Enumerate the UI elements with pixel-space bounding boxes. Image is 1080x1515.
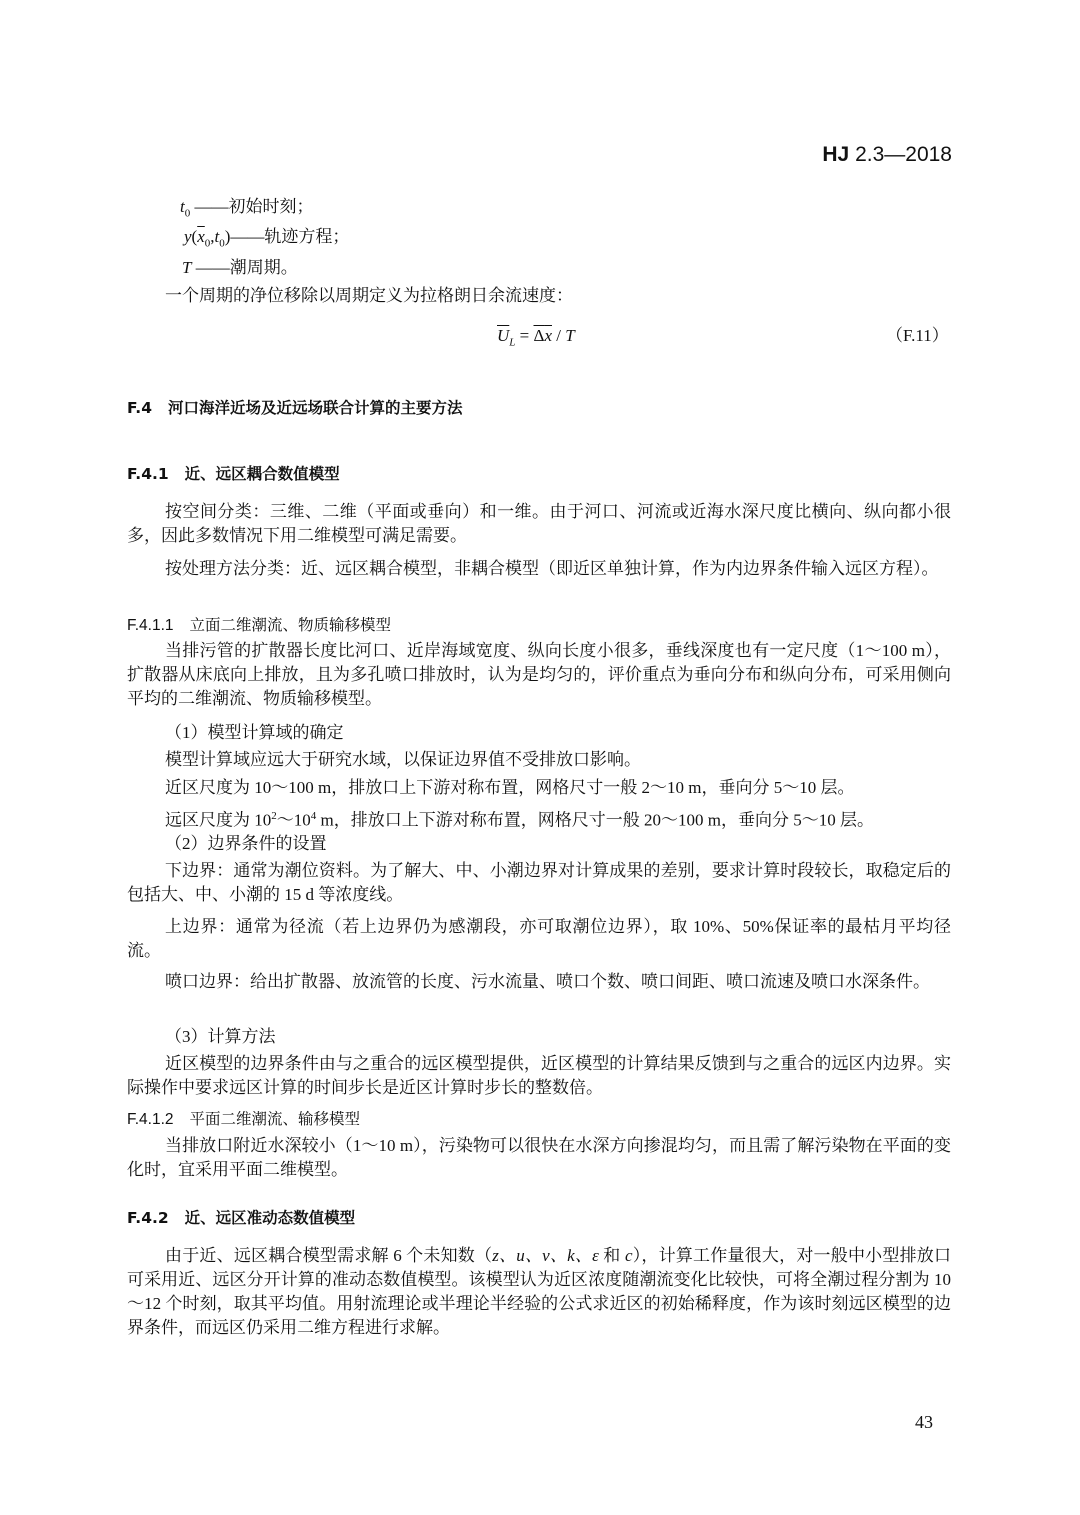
text-near-field-scale: 近区尺度为 10～100 m，排放口上下游对称布置，网格尺寸一般 2～10 m，垂向分 5～10 层。 (165, 778, 855, 797)
section-f412-heading: F.4.1.2 平面二维潮流、输移模型 (127, 1110, 361, 1128)
section-f411-heading: F.4.1.1 立面二维潮流、物质输移模型 (127, 616, 392, 634)
section-f41-heading: F.4.1 近、远区耦合数值模型 (127, 465, 340, 483)
section-f42-heading: F.4.2 近、远区准动态数值模型 (127, 1209, 356, 1227)
paragraph-method-classification: 按处理方法分类：近、远区耦合模型，非耦合模型（即近区单独计算，作为内边界条件输入远区方程）。 (165, 559, 939, 578)
equation-number: （F.11） (886, 326, 949, 345)
list-item-1: （1）模型计算域的确定 (165, 723, 344, 742)
def-t0: $t_0$ ——初始时刻； (180, 197, 314, 220)
paragraph-quasi-dynamic-model: 由于近、远区耦合模型需求解 6 个未知数（z、u、v、k、ε 和 c），计算工作量很大，对一般中小型排放口可采用近、远区分开计算的准动态数值模型。该模型认为近区浓度随潮流变化比较快，可将全潮过程分割为 10～12 个时刻，取其平均值。用射流理论或半理论半经验的公式求近区的初始稀释度，作为该时刻远区模型的边界条件，而远区仍采用二维方程进行求解。 (127, 1246, 952, 1337)
text-domain: 模型计算域应远大于研究水域，以保证边界值不受排放口影响。 (165, 750, 641, 769)
intro-text: 一个周期的净位移除以周期定义为拉格朗日余流速度： (165, 286, 573, 305)
paragraph-lower-boundary: 下边界：通常为潮位资料。为了解大、中、小潮边界对计算成果的差别，要求计算时段较长，取稳定后的包括大、中、小潮的 15 d 等浓度线。 (127, 861, 951, 904)
section-f4-heading: F.4 河口海洋近场及近远场联合计算的主要方法 (127, 399, 463, 417)
page-number: 43 (915, 1412, 933, 1432)
def-trajectory: $y(\overline{x}_0,t_0)——$轨迹方程； (184, 227, 350, 250)
document-code: HJ 2.3—2018 (822, 143, 952, 166)
paragraph-nozzle-boundary: 喷口边界：给出扩散器、放流管的长度、污水流量、喷口个数、喷口间距、喷口流速及喷口水深条件。 (165, 972, 930, 991)
list-item-3: （3）计算方法 (165, 1027, 276, 1046)
list-item-2: （2）边界条件的设置 (165, 834, 327, 853)
text-far-field-scale: 远区尺度为 $10^2\sim 10^4$ m，排放口上下游对称布置，网格尺寸一般 20～100 m，垂向分 5～10 层。 (165, 810, 874, 830)
paragraph-plane-2d-model: 当排放口附近水深较小（1～10 m），污染物可以很快在水深方向掺混均匀，而且需了解污染物在平面的变化时，宜采用平面二维模型。 (127, 1136, 951, 1179)
paragraph-upper-boundary: 上边界：通常为径流（若上边界仍为感潮段，亦可取潮位边界），取 10%、50%保证率的最枯月平均径流。 (127, 917, 951, 960)
paragraph-vertical-2d-model: 当排污管的扩散器长度比河口、近岸海域宽度、纵向长度小很多，垂线深度也有一定尺度（1～100 m），扩散器从床底向上排放，且为多孔喷口排放时，认为是均匀的，评价重点为垂向分布和纵向分布，可采用侧向平均的二维潮流、物质输移模型。 (127, 641, 951, 708)
def-T: T ——潮周期。 (182, 258, 298, 277)
paragraph-spatial-classification: 按空间分类：三维、二维（平面或垂向）和一维。由于河口、河流或近海水深尺度比横向、纵向都小很多，因此多数情况下用二维模型可满足需要。 (127, 502, 951, 545)
equation-f11: $\overline{U}_L = \Delta x / T$ (497, 326, 575, 349)
paragraph-calculation-method: 近区模型的边界条件由与之重合的远区模型提供，近区模型的计算结果反馈到与之重合的远区内边界。实际操作中要求远区计算的时间步长是近区计算时步长的整数倍。 (127, 1054, 951, 1097)
